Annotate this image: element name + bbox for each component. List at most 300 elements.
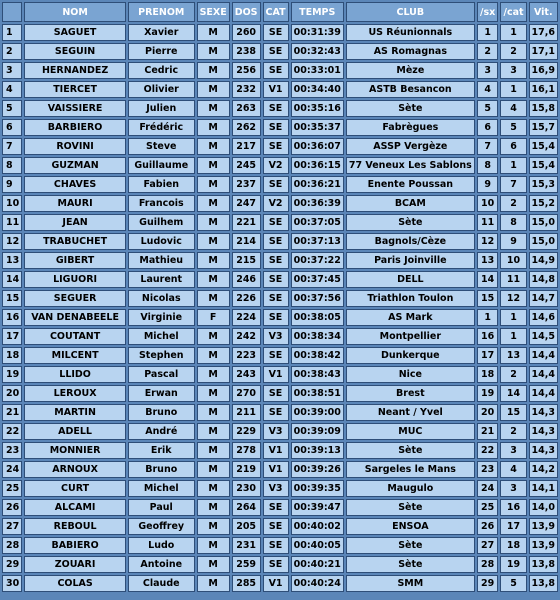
cell-rank-sex: 27 [477, 537, 499, 554]
cell-rank-cat: 4 [500, 461, 526, 478]
cell-prenom: Geoffrey [128, 518, 195, 535]
cell-speed: 14,0 [529, 499, 558, 516]
cell-sexe: M [197, 556, 230, 573]
table-row [2, 138, 558, 155]
cell-cat: SE [263, 271, 289, 288]
cell-sexe: M [197, 157, 230, 174]
cell-sexe: M [197, 252, 230, 269]
cell-cat: SE [263, 138, 289, 155]
cell-temps: 00:37:22 [291, 252, 344, 269]
cell-rank-cat: 1 [500, 81, 526, 98]
cell-temps: 00:36:15 [291, 157, 344, 174]
cell-dos: 262 [232, 119, 261, 136]
table-row [2, 100, 558, 117]
cell-sexe: M [197, 176, 230, 193]
cell-rank-cat: 1 [500, 24, 526, 41]
cell-sexe: M [197, 423, 230, 440]
cell-nom: VAN DENABEELE [24, 309, 126, 326]
cell-cat: V1 [263, 442, 289, 459]
cell-cat: SE [263, 43, 289, 60]
cell-dos: 247 [232, 195, 261, 212]
cell-temps: 00:33:01 [291, 62, 344, 79]
cell-rank-cat: 10 [500, 252, 526, 269]
cell-nom: TRABUCHET [24, 233, 126, 250]
cell-nom: TIERCET [24, 81, 126, 98]
cell-club: Sète [346, 556, 475, 573]
cell-nom: LEROUX [24, 385, 126, 402]
cell-club: Sète [346, 442, 475, 459]
cell-place: 11 [2, 214, 22, 231]
cell-speed: 14,4 [529, 385, 558, 402]
cell-prenom: Frédéric [128, 119, 195, 136]
cell-rank-sex: 14 [477, 271, 499, 288]
cell-sexe: M [197, 328, 230, 345]
cell-sexe: M [197, 480, 230, 497]
cell-prenom: Michel [128, 328, 195, 345]
cell-speed: 15,4 [529, 157, 558, 174]
cell-rank-cat: 3 [500, 62, 526, 79]
cell-dos: 238 [232, 43, 261, 60]
cell-cat: V2 [263, 157, 289, 174]
cell-speed: 14,7 [529, 290, 558, 307]
cell-rank-cat: 5 [500, 119, 526, 136]
cell-rank-sex: 17 [477, 347, 499, 364]
cell-cat: V1 [263, 366, 289, 383]
cell-sexe: M [197, 518, 230, 535]
cell-cat: SE [263, 62, 289, 79]
cell-rank-sex: 7 [477, 138, 499, 155]
cell-dos: 223 [232, 347, 261, 364]
cell-club: Neant / Yvel [346, 404, 475, 421]
cell-nom: BARBIERO [24, 119, 126, 136]
header-temps: TEMPS [291, 2, 344, 22]
cell-temps: 00:39:26 [291, 461, 344, 478]
cell-place: 19 [2, 366, 22, 383]
cell-nom: SEGUIN [24, 43, 126, 60]
cell-rank-cat: 6 [500, 138, 526, 155]
cell-speed: 14,8 [529, 271, 558, 288]
cell-club: Maugulo [346, 480, 475, 497]
cell-sexe: M [197, 43, 230, 60]
table-row [2, 404, 558, 421]
table-row [2, 157, 558, 174]
table-row [2, 43, 558, 60]
table-row [2, 461, 558, 478]
table-row [2, 233, 558, 250]
cell-rank-cat: 1 [500, 309, 526, 326]
cell-cat: V3 [263, 328, 289, 345]
cell-temps: 00:39:00 [291, 404, 344, 421]
cell-prenom: Steve [128, 138, 195, 155]
cell-place: 29 [2, 556, 22, 573]
cell-speed: 17,6 [529, 24, 558, 41]
cell-place: 30 [2, 575, 22, 592]
cell-speed: 13,8 [529, 556, 558, 573]
cell-club: Enente Poussan [346, 176, 475, 193]
cell-club: Nice [346, 366, 475, 383]
cell-nom: MARTIN [24, 404, 126, 421]
cell-club: Sète [346, 499, 475, 516]
cell-club: 77 Veneux Les Sablons [346, 157, 475, 174]
cell-dos: 285 [232, 575, 261, 592]
cell-nom: LIGUORI [24, 271, 126, 288]
cell-dos: 232 [232, 81, 261, 98]
cell-speed: 14,3 [529, 442, 558, 459]
cell-club: Sargeles le Mans [346, 461, 475, 478]
cell-nom: MAURI [24, 195, 126, 212]
cell-rank-sex: 4 [477, 81, 499, 98]
cell-temps: 00:35:16 [291, 100, 344, 117]
cell-sexe: M [197, 233, 230, 250]
cell-rank-cat: 9 [500, 233, 526, 250]
cell-rank-cat: 4 [500, 100, 526, 117]
cell-rank-cat: 19 [500, 556, 526, 573]
cell-rank-sex: 26 [477, 518, 499, 535]
cell-nom: ARNOUX [24, 461, 126, 478]
cell-speed: 14,2 [529, 461, 558, 478]
table-row [2, 480, 558, 497]
cell-cat: SE [263, 518, 289, 535]
cell-place: 1 [2, 24, 22, 41]
cell-dos: 217 [232, 138, 261, 155]
cell-nom: SEGUER [24, 290, 126, 307]
cell-dos: 226 [232, 290, 261, 307]
cell-rank-sex: 8 [477, 157, 499, 174]
cell-rank-sex: 12 [477, 233, 499, 250]
cell-rank-cat: 7 [500, 176, 526, 193]
cell-rank-sex: 19 [477, 385, 499, 402]
cell-dos: 245 [232, 157, 261, 174]
cell-temps: 00:40:02 [291, 518, 344, 535]
table-row [2, 442, 558, 459]
cell-cat: V2 [263, 195, 289, 212]
cell-place: 7 [2, 138, 22, 155]
cell-rank-sex: 6 [477, 119, 499, 136]
cell-club: MUC [346, 423, 475, 440]
table-row [2, 499, 558, 516]
table-row [2, 24, 558, 41]
cell-club: Sète [346, 100, 475, 117]
cell-prenom: Nicolas [128, 290, 195, 307]
header-nom: NOM [24, 2, 126, 22]
cell-temps: 00:39:09 [291, 423, 344, 440]
cell-cat: V3 [263, 423, 289, 440]
cell-cat: SE [263, 556, 289, 573]
cell-rank-sex: 1 [477, 24, 499, 41]
cell-nom: COUTANT [24, 328, 126, 345]
header-rank [2, 2, 22, 22]
cell-rank-sex: 11 [477, 214, 499, 231]
cell-dos: 270 [232, 385, 261, 402]
cell-place: 21 [2, 404, 22, 421]
cell-club: Montpellier [346, 328, 475, 345]
cell-nom: ZOUARI [24, 556, 126, 573]
cell-rank-sex: 9 [477, 176, 499, 193]
cell-prenom: Fabien [128, 176, 195, 193]
cell-place: 18 [2, 347, 22, 364]
cell-rank-cat: 2 [500, 195, 526, 212]
cell-sexe: M [197, 100, 230, 117]
cell-nom: JEAN [24, 214, 126, 231]
cell-speed: 15,8 [529, 100, 558, 117]
cell-temps: 00:37:05 [291, 214, 344, 231]
cell-temps: 00:39:13 [291, 442, 344, 459]
table-row [2, 309, 558, 326]
cell-prenom: Stephen [128, 347, 195, 364]
cell-temps: 00:36:07 [291, 138, 344, 155]
cell-temps: 00:39:35 [291, 480, 344, 497]
cell-cat: V3 [263, 480, 289, 497]
cell-sexe: M [197, 214, 230, 231]
cell-prenom: Pascal [128, 366, 195, 383]
cell-place: 12 [2, 233, 22, 250]
table-row [2, 252, 558, 269]
cell-dos: 242 [232, 328, 261, 345]
cell-prenom: Bruno [128, 404, 195, 421]
cell-rank-sex: 13 [477, 252, 499, 269]
cell-sexe: M [197, 385, 230, 402]
cell-club: DELL [346, 271, 475, 288]
cell-dos: 259 [232, 556, 261, 573]
cell-club: Sète [346, 214, 475, 231]
cell-speed: 14,3 [529, 423, 558, 440]
cell-speed: 13,9 [529, 537, 558, 554]
table-row [2, 556, 558, 573]
cell-sexe: M [197, 347, 230, 364]
cell-temps: 00:37:45 [291, 271, 344, 288]
cell-prenom: Antoine [128, 556, 195, 573]
cell-nom: COLAS [24, 575, 126, 592]
cell-speed: 14,9 [529, 252, 558, 269]
cell-place: 16 [2, 309, 22, 326]
cell-temps: 00:34:40 [291, 81, 344, 98]
cell-dos: 205 [232, 518, 261, 535]
table-row [2, 62, 558, 79]
cell-speed: 14,4 [529, 347, 558, 364]
table-row [2, 328, 558, 345]
cell-speed: 14,4 [529, 366, 558, 383]
cell-place: 27 [2, 518, 22, 535]
cell-cat: SE [263, 290, 289, 307]
cell-sexe: M [197, 575, 230, 592]
cell-rank-cat: 17 [500, 518, 526, 535]
cell-cat: SE [263, 100, 289, 117]
cell-temps: 00:38:05 [291, 309, 344, 326]
cell-rank-sex: 29 [477, 575, 499, 592]
cell-sexe: M [197, 366, 230, 383]
cell-club: Bagnols/Cèze [346, 233, 475, 250]
cell-speed: 13,8 [529, 575, 558, 592]
cell-club: SMM [346, 575, 475, 592]
cell-prenom: Francois [128, 195, 195, 212]
cell-dos: 278 [232, 442, 261, 459]
cell-speed: 15,0 [529, 233, 558, 250]
cell-club: Brest [346, 385, 475, 402]
table-row [2, 214, 558, 231]
cell-temps: 00:40:21 [291, 556, 344, 573]
cell-rank-sex: 21 [477, 423, 499, 440]
cell-temps: 00:37:13 [291, 233, 344, 250]
cell-rank-cat: 2 [500, 366, 526, 383]
header-club: CLUB [346, 2, 475, 22]
cell-nom: HERNANDEZ [24, 62, 126, 79]
header-row [2, 2, 558, 22]
cell-sexe: M [197, 537, 230, 554]
cell-nom: MILCENT [24, 347, 126, 364]
cell-prenom: Erwan [128, 385, 195, 402]
cell-speed: 15,7 [529, 119, 558, 136]
cell-cat: V1 [263, 575, 289, 592]
cell-temps: 00:38:43 [291, 366, 344, 383]
cell-place: 17 [2, 328, 22, 345]
cell-cat: SE [263, 309, 289, 326]
cell-nom: ALCAMI [24, 499, 126, 516]
cell-speed: 14,1 [529, 480, 558, 497]
cell-temps: 00:40:05 [291, 537, 344, 554]
cell-cat: SE [263, 385, 289, 402]
cell-club: AS Mark [346, 309, 475, 326]
cell-prenom: Ludovic [128, 233, 195, 250]
cell-sexe: M [197, 404, 230, 421]
table-row [2, 518, 558, 535]
cell-cat: SE [263, 537, 289, 554]
cell-rank-sex: 15 [477, 290, 499, 307]
cell-rank-sex: 1 [477, 309, 499, 326]
cell-speed: 15,4 [529, 138, 558, 155]
header-rank-sex: /sx [477, 2, 499, 22]
cell-rank-cat: 8 [500, 214, 526, 231]
cell-prenom: Erik [128, 442, 195, 459]
cell-speed: 17,1 [529, 43, 558, 60]
cell-sexe: M [197, 62, 230, 79]
header-dos: DOS [232, 2, 261, 22]
cell-sexe: M [197, 24, 230, 41]
cell-nom: GIBERT [24, 252, 126, 269]
cell-cat: V1 [263, 461, 289, 478]
cell-temps: 00:38:42 [291, 347, 344, 364]
cell-prenom: Mathieu [128, 252, 195, 269]
cell-dos: 224 [232, 309, 261, 326]
cell-rank-cat: 3 [500, 442, 526, 459]
table-row [2, 119, 558, 136]
cell-club: Paris Joinville [346, 252, 475, 269]
cell-dos: 211 [232, 404, 261, 421]
header-speed: Vit. [529, 2, 558, 22]
cell-prenom: Paul [128, 499, 195, 516]
table-row [2, 385, 558, 402]
table-row [2, 176, 558, 193]
cell-temps: 00:40:24 [291, 575, 344, 592]
cell-cat: SE [263, 404, 289, 421]
results-body [2, 24, 558, 592]
cell-nom: MONNIER [24, 442, 126, 459]
cell-club: Sète [346, 537, 475, 554]
cell-speed: 16,9 [529, 62, 558, 79]
cell-nom: VAISSIERE [24, 100, 126, 117]
cell-cat: SE [263, 499, 289, 516]
cell-dos: 214 [232, 233, 261, 250]
cell-dos: 256 [232, 62, 261, 79]
table-row [2, 537, 558, 554]
cell-place: 22 [2, 423, 22, 440]
cell-place: 6 [2, 119, 22, 136]
cell-dos: 237 [232, 176, 261, 193]
cell-club: Dunkerque [346, 347, 475, 364]
cell-rank-sex: 3 [477, 62, 499, 79]
cell-cat: SE [263, 347, 289, 364]
cell-place: 20 [2, 385, 22, 402]
table-row [2, 366, 558, 383]
cell-prenom: André [128, 423, 195, 440]
cell-speed: 14,6 [529, 309, 558, 326]
cell-place: 10 [2, 195, 22, 212]
table-row [2, 347, 558, 364]
cell-temps: 00:35:37 [291, 119, 344, 136]
cell-club: AS Romagnas [346, 43, 475, 60]
cell-sexe: M [197, 499, 230, 516]
cell-speed: 16,1 [529, 81, 558, 98]
cell-place: 15 [2, 290, 22, 307]
cell-speed: 15,2 [529, 195, 558, 212]
cell-speed: 15,0 [529, 214, 558, 231]
cell-prenom: Bruno [128, 461, 195, 478]
cell-rank-sex: 28 [477, 556, 499, 573]
cell-temps: 00:37:56 [291, 290, 344, 307]
cell-rank-cat: 13 [500, 347, 526, 364]
cell-prenom: Julien [128, 100, 195, 117]
cell-temps: 00:32:43 [291, 43, 344, 60]
cell-rank-sex: 16 [477, 328, 499, 345]
cell-rank-cat: 5 [500, 575, 526, 592]
cell-prenom: Michel [128, 480, 195, 497]
cell-place: 3 [2, 62, 22, 79]
cell-cat: SE [263, 252, 289, 269]
cell-sexe: M [197, 81, 230, 98]
cell-prenom: Guillaume [128, 157, 195, 174]
cell-dos: 264 [232, 499, 261, 516]
table-row [2, 81, 558, 98]
header-rank-cat: /cat [500, 2, 526, 22]
cell-speed: 14,3 [529, 404, 558, 421]
cell-rank-cat: 15 [500, 404, 526, 421]
cell-prenom: Laurent [128, 271, 195, 288]
cell-speed: 15,3 [529, 176, 558, 193]
cell-place: 4 [2, 81, 22, 98]
cell-dos: 246 [232, 271, 261, 288]
cell-rank-cat: 16 [500, 499, 526, 516]
cell-sexe: F [197, 309, 230, 326]
cell-dos: 230 [232, 480, 261, 497]
cell-rank-cat: 12 [500, 290, 526, 307]
cell-temps: 00:31:39 [291, 24, 344, 41]
cell-cat: SE [263, 119, 289, 136]
cell-sexe: M [197, 119, 230, 136]
cell-club: Mèze [346, 62, 475, 79]
cell-place: 9 [2, 176, 22, 193]
cell-prenom: Virginie [128, 309, 195, 326]
cell-cat: SE [263, 233, 289, 250]
cell-dos: 229 [232, 423, 261, 440]
cell-temps: 00:38:34 [291, 328, 344, 345]
cell-nom: CURT [24, 480, 126, 497]
cell-place: 8 [2, 157, 22, 174]
cell-rank-sex: 22 [477, 442, 499, 459]
cell-sexe: M [197, 195, 230, 212]
cell-sexe: M [197, 271, 230, 288]
cell-rank-sex: 18 [477, 366, 499, 383]
cell-dos: 263 [232, 100, 261, 117]
cell-speed: 13,9 [529, 518, 558, 535]
